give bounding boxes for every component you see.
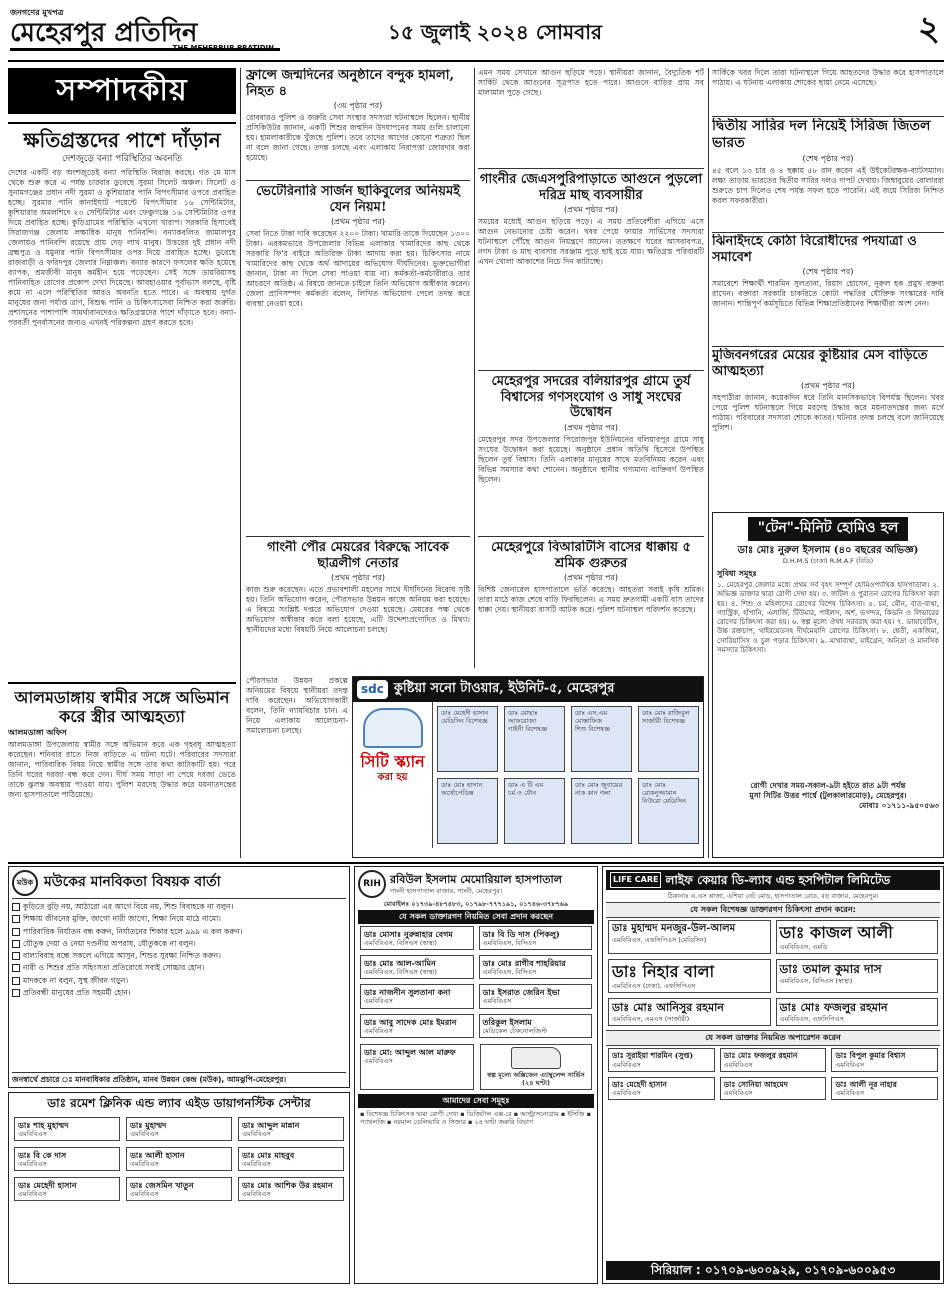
doctor-card: ডাঃ মেহেদী হাসান এমবিবিএস	[14, 1177, 120, 1201]
editorial-title: ক্ষতিগ্রস্তদের পাশে দাঁড়ান	[8, 122, 236, 152]
doctor-card: ডাঃ কাজল আলী এমবিবিএস, এমডি	[776, 920, 939, 954]
story-continued: (প্রথম পৃষ্ঠার পর)	[330, 217, 386, 227]
lifecare-logo: LIFE CARE	[610, 872, 661, 888]
rabiul-logo: RIH	[358, 870, 386, 898]
homeo-ad	[712, 512, 944, 858]
list-item: যৌতুক দেয়া ও নেয়া দণ্ডনীয় অপরাধ, যৌতুককে না বলুন।	[12, 939, 346, 949]
homeo-title: "টেন"-মিনিট হোমিও হল	[748, 517, 909, 541]
story-india-series	[712, 118, 944, 230]
rabiul-phone: মোবাইলঃ ০১৭৩৯-৪৮৭৪৮৩, ০১৭৯৮-৭৭৭১৯১, ০১৭৪৬-৩৭৮৭৬৯	[383, 900, 569, 908]
story-continued: (শেষ পৃষ্ঠার পর)	[802, 153, 854, 163]
story-headline: ফ্রান্সে জন্মদিনের অনুষ্ঠানে বন্দুক হামলা, নিহত ৪	[246, 68, 455, 99]
doctor-card: ডাঃ এ টি এম চর্ম ও যৌন	[504, 778, 565, 844]
sono-title: কুষ্টিয়া সনো টাওয়ার, ইউনিট-৫, মেহেরপুর	[393, 681, 615, 697]
homeo-facilities: ১. মেহেরপুর জেলার মধ্যে প্রথম সর্ব বৃহৎ সম্পূর্ণ হোমিওপ্যাথিক হাসপাতাল। ২. অভিজ্ঞ ডাক্তার দ্বারা রোগী দেখা হয়। ৩. জটিল ও পুরাতন রোগের চিকিৎসা করা হয়। ৪. শিশু ও মহিলাদের রোগের বিশেষ চিকিৎসা। ৫. চর্ম, যৌন, বাত-ব্যথা, গ্যাস্ট্রিক, হাঁপানি, এলার্জি, টিউমার, পাইলস, অর্শ, ভগন্দর, কিডনি ও লিভারের রোগের চিকিৎসা করা হয়। ৬. স্বল্প মূল্যে ঔষধ সরবরাহ করা হয়। ৭. ডায়াবেটিস, উচ্চ রক্তচাপ, থাইরয়েডসহ দীর্ঘমেয়াদি রোগের চিকিৎসা। ৮. শ্বেতী, একজিমা, সোরিয়াসিস ও চুল পড়ার চিকিৎসা। ৯. মাথাব্যথা, মাইগ্রেন, অনিদ্রা ও মানসিক সমস্যার চিকিৎসা।	[717, 581, 939, 654]
doctor-card: ডাঃ মোঃ মাহবুব এমবিবিএস	[238, 1147, 344, 1171]
editorial-banner: সম্পাদকীয়	[8, 68, 236, 114]
sono-tower-ad	[352, 676, 704, 858]
doctor-card: ডাঃ মোঃ ফজলুর রহমান এমবিবিএস	[720, 1048, 827, 1072]
list-item: প্রতিবন্ধী মানুষের প্রতি সহমর্মী হোন।	[12, 988, 346, 998]
story-continued: (প্রথম পৃষ্ঠার পর)	[563, 573, 619, 583]
doctor-card: ডাঃ আলী হাসান এমবিবিএস	[126, 1147, 232, 1171]
doctor-card: ডাঃ বিপুল কুমার বিশ্বাস এমবিবিএস	[831, 1048, 938, 1072]
story-baliarpur	[478, 374, 704, 534]
story-fire	[478, 68, 704, 368]
story-headline: দ্বিতীয় সারির দল নিয়েই সিরিজ জিতল ভারত	[712, 118, 931, 151]
doctor-card: ডাঃ আব্দুল মান্নান এমবিবিএস	[238, 1117, 344, 1141]
checkbox-icon	[12, 977, 20, 985]
homeo-hours: রোগী দেখার সময়-সকাল-৯টা হইতে রাত ৯টা পর্যন্ত	[750, 781, 906, 791]
story-body: বিশিষ্ট জেনারেল হাসপাতালে ভর্তি করেছে। আহতরা সবাই কৃষি শ্রমিক। তারা মাঠে কাজ শেষে বাড়ি ফিরছিলেন। এ সময় দ্রুতগামী একটি বাস তাদের ধাক্কা দেয়। স্থানীয়রা বাসটি আটক করে। পুলিশ ঘটনাস্থল পরিদর্শন করেছে।	[478, 585, 704, 615]
story-body: সহপাঠীরা জানান, কয়েকদিন ধরে তিনি মানসিকভাবে বিপর্যস্ত ছিলেন। খবর পেয়ে পুলিশ ঘটনাস্থলে গিয়ে মরদেহ উদ্ধার করে ময়নাতদন্তের জন্য মর্গে পাঠায়। পরিবারের সদস্যরা শোকে কাতর। ঘটনার তদন্ত চলছে বলে জানিয়েছে পুলিশ।	[712, 393, 944, 433]
city-scan-label: সিটি স্ক্যান	[360, 752, 425, 771]
story-headline: গাংনী পৌর মেয়রের বিরুদ্ধে সাবেক ছাত্রলীগ নেতার	[267, 540, 449, 571]
page-number: ২	[917, 9, 940, 49]
story-alamdanga	[8, 682, 236, 858]
checkbox-icon	[12, 964, 20, 972]
story-quota-rally	[712, 234, 944, 344]
story-veterinary	[246, 184, 470, 534]
doctor-card: ডাঃ মোঃ হাসান অর্থোপেডিক্স	[437, 778, 498, 844]
ambulance-text: স্বল্প মূল্যে অক্সিজেন এ্যাম্বুলেন্স সার্ভিস (২৪ ঘণ্টা)	[487, 1070, 585, 1087]
doctor-card: ডাঃ ইসরাত জেরিন ইভা এমবিবিএস	[479, 984, 593, 1008]
rabiul-title: রবিউল ইসলাম মেমোরিয়াল হাসপাতাল	[390, 873, 562, 887]
lifecare-address: ঠিকানাঃ এ.এস প্লাজা, এশিয়া নেট মোড়, হাসপাতাল রোড, বড় বাজার, মেহেরপুর।	[667, 892, 879, 900]
doctor-card: ডাঃ মোঃ রোকনুজ্জামান নিউরো মেডিসিন	[638, 778, 699, 844]
doctor-card: ডাঃ নিহার বালা এমবিবিএস (ঢাকা), এফসিপিএস	[608, 959, 771, 993]
homeo-phone: মোবাঃ ০১৭১১-৯৫০৫৬৩	[858, 801, 939, 811]
homeo-facilities-title: সুবিধা সমূহঃ	[717, 569, 757, 579]
story-continued: (প্রথম পৃষ্ঠার পর)	[563, 422, 619, 432]
list-item: শিক্ষায় জীবনের মুক্তি, জাগো নারী জাগো, শিক্ষা নিয়ে মাঠে নামো।	[12, 914, 346, 924]
story-continued: (প্রথম পৃষ্ঠার পর)	[800, 381, 856, 391]
doctor-card: ডাঃ এস.এম মোস্তাফিজ শিশু বিশেষজ্ঞ	[571, 706, 632, 772]
issue-date: ১৫ জুলাই ২০২৪ সোমবার	[388, 20, 602, 44]
checkbox-icon	[12, 952, 20, 960]
doctor-card: তরিকুল ইসলাম মেডিকেল টেকনোলজিস্ট	[479, 1014, 593, 1038]
ambulance-icon	[511, 1047, 561, 1069]
newspaper-name-en: THE MEHERPUR PRATIDIN	[172, 44, 274, 52]
story-france	[246, 68, 470, 178]
story-headline: গাংনীর জেএসপুরিপাড়াতে আগুনে পুড়লো দরিদ্র মাছ ব্যবসায়ীর	[478, 168, 704, 203]
checkbox-icon	[12, 915, 20, 923]
human-rights-ad	[8, 866, 350, 1088]
story-headline: মেহেরপুরে বিআরটিসি বাসের ধাক্কায় ৫ শ্রমিক গুরুতর	[491, 540, 691, 571]
doctor-card: ডাঃ মেহেদী হাসান এমবিবিএস	[608, 1077, 715, 1101]
editorial-subtitle: দেশজুড়ে বন্যা পরিস্থিতির অবনতি	[62, 153, 182, 164]
story-byline: আলমডাঙ্গা অফিস	[8, 728, 67, 738]
doctor-card: ডাঃ আলী নূর নাহার এমবিবিএস	[831, 1077, 938, 1101]
lifecare-section: যে সকল বিশেষজ্ঞ ডাক্তারগণ চিকিৎসা প্রদান করেন:	[606, 902, 940, 918]
doctor-card: ডাঃ মুহাম্মদ মনজুর-উল-আলম এমবিবিএস, এফসিপিএস (মেডিসিন)	[608, 920, 771, 954]
rabiul-subtitle: গাংনী হাসপাতাল বাজার, গাংনী, মেহেরপুর।	[390, 886, 503, 895]
doctor-card: ডাঃ নাজনীন সুলতানা কনা এমবিবিএস	[360, 984, 474, 1008]
doctor-card: ডাঃ মোসাঃ নুরুন্নাহার বেগম এমবিবিএস, বিসিএস (স্বাস্থ্য)	[360, 926, 474, 950]
human-rights-footer: জনস্বার্থে প্রচারে ঃ মানবাধিকার প্রতিষ্ঠান, মানব উন্নয়ন কেন্দ্র (মউক), আমঝুপি-মেহেরপুর।	[12, 1072, 346, 1084]
story-continued: (প্রথম পৃষ্ঠার পর)	[330, 573, 386, 583]
ambulance-box	[480, 1044, 592, 1090]
doctor-card: ডাঃ সুরাইয়া শারমিন (সুপ্ত) এমবিবিএস	[608, 1048, 715, 1072]
masthead	[8, 6, 944, 62]
story-body: ৪৫ বলে ১৩ চার ও ৪ ছক্কায় ৫৮ রান করেন এই উইকেটরক্ষক-ব্যাটসম্যান। লক্ষ্য তাড়ায় ভারতের দ্বিতীয় সারির দলও দাপট দেখায়। জিম্বাবুয়ের বোলাররা শুরুতে চাপ দিলেও শেষ পর্যন্ত সফল হতে পারেনি। এই জয়ে সিরিজ নিশ্চিত করল সফরকারীরা।	[712, 165, 944, 205]
masthead-slogan: জনগণের মুখপত্র	[10, 8, 64, 17]
doctor-card: ডাঃ মোঃ রাগীব শাহরিয়ার এমবিবিএস, বিসিএস	[479, 955, 593, 979]
lifecare-ad	[602, 866, 944, 1284]
doctor-card: ডাঃ সোনিয়া আহমেদ এমবিবিএস	[720, 1077, 827, 1101]
homeo-doctor: ডাঃ মোঃ নুরুল ইসলাম (৪০ বছরের অভিজ্ঞ)	[737, 544, 919, 556]
story-headline: মেহেরপুর সদরের বলিয়ারপুর গ্রামে তুর্য বিশ্বাসের গণসংযোগ ও সাধু সংঘের উদ্বোধন	[491, 374, 691, 421]
list-item: নারী ও শিশুর প্রতি সহিংসতা প্রতিরোধে সবাই সোচ্চার হোন।	[12, 963, 346, 973]
doctor-card: ডাঃ মোঃ আনিসুর রহমান এমবিবিএস, এমএস (সার্জারী)	[608, 998, 771, 1026]
doctor-card: ডাঃ মোঃ আল-আমিন এমবিবিএস, বিসিএস (স্বাস্থ্য)	[360, 955, 474, 979]
checkbox-icon	[12, 940, 20, 948]
list-item: পারিবারিক নির্যাতন বন্ধ করুন, নির্যাতনের শিকার হলে ৯৯৯ এ কল করুন।	[12, 927, 346, 937]
rabiul-services-title: আমাদের সেবা সমূহঃ	[358, 1094, 594, 1108]
ramesh-title: ডাঃ রমেশ ক্লিনিক এন্ড ল্যাব এইড ডায়াগনস্টিক সেন্টার	[47, 1096, 311, 1110]
checkbox-icon	[12, 989, 20, 997]
doctor-card: ডাঃ তমাল কুমার দাস এমবিবিএস, বিসিএস (স্বাস্থ্য)	[776, 959, 939, 993]
homeo-address: মুসা সিটির উত্তর পার্শ্বে (টুলকালারমোড়), মেহেরপুর।	[749, 791, 907, 801]
newspaper-brand	[10, 8, 280, 51]
lifecare-title: লাইফ কেয়ার ডি-ল্যাব এন্ড হসপিটাল লিমিটেড	[665, 872, 891, 887]
doctor-card: ডাঃ মোছাঃ আফরোজা গাইনী বিশেষজ্ঞ	[504, 706, 565, 772]
doctor-card: ডাঃ মোঃ রাজিবুল সার্জারী বিশেষজ্ঞ	[638, 706, 699, 772]
doctor-card: ডাঃ মুহাম্মদ এমবিবিএস	[126, 1117, 232, 1141]
story-body: কাজ শুরু করেছেন। এতে প্রভাবশালী মহলের সাথে দীর্ঘদিনের বিরোধ সৃষ্টি হয়। তিনি অভিযোগ করেন, পৌরসভার উন্নয়ন কাজে অনিয়ম করা হয়েছে। এ বিষয়ে সংশ্লিষ্ট দপ্তরে অভিযোগ দেওয়া হয়েছে। মেয়রের পক্ষ থেকে অভিযোগ অস্বীকার করে বলা হয়েছে, এটি উদ্দেশ্যপ্রণোদিত ও মিথ্যা। স্থানীয়দের মধ্যে বিষয়টি নিয়ে আলোচনা চলছে।	[246, 585, 470, 635]
doctor-card: ডাঃ বি ডি দাস (পিকলু) এমবিবিএস, বিসিএস	[479, 926, 593, 950]
lifecare-section2: যে সকল ডাক্তার নিয়মিত অপারেশন করেন	[606, 1030, 940, 1046]
doctor-card: ডাঃ বি কে দাস এমবিবিএস	[14, 1147, 120, 1171]
list-item: বাল্যবিবাহ বন্ধে সকলে এগিয়ে আসুন, শিশুর সুরক্ষা নিশ্চিত করুন।	[12, 951, 346, 961]
story-mujibnagar	[712, 348, 944, 508]
doctor-card: ডাঃ আবু সাদেক মোঃ ইমরান এমবিবিএস	[360, 1014, 474, 1038]
story-continued: (প্রথম পৃষ্ঠার পর)	[563, 205, 619, 215]
human-rights-points	[12, 902, 346, 998]
checkbox-icon	[12, 928, 20, 936]
editorial-column	[8, 68, 236, 678]
story-headline: ভেটেরিনারি সার্জন ছাকিবুলের অনিয়মই যেন নিয়ম!	[256, 184, 460, 215]
story-body: সময়ের মধ্যেই আগুন ছড়িয়ে পড়ে। এ সময় প্রতিবেশীরা এগিয়ে এসে আগুন নেভানোর চেষ্টা করেন। খবর পেয়ে ফায়ার সার্ভিসের সদস্যরা ঘটনাস্থলে পৌঁছে আগুন নিয়ন্ত্রণে আনেন। ততক্ষণে ঘরের আসবাবপত্র, নগদ টাকা ও মাছ ব্যবসার সরঞ্জাম পুড়ে ছাই হয়ে যায়। ক্ষতিগ্রস্ত পরিবারটি এখন খোলা আকাশের নিচে দিন কাটাচ্ছে।	[478, 217, 704, 267]
list-item: কুড়িতে বুড়ি নয়, আঠারো এর আগে বিয়ে নয়, শিশু বিবাহকে না বলুন।	[12, 902, 346, 912]
doctor-card: ডাঃ মোঃ ফজলুর রহমান এমবিবিএস, এফসিপিএস	[776, 998, 939, 1026]
story-body: সেবা নিতে টাকা দাবি করেছেন ২২০০ টাকা। খামারি তাকে দিয়েছেন ১৩০০ টাকা। এরকমভাবে উপজেলার বিভিন্ন এলাকার খামারিদের কাছ থেকে সরকারি ফি'র বাইরে অতিরিক্ত টাকা আদায় করা হয়। চিকিৎসার নামে খামারিদের কাছ থেকে অর্থ আদায়ের অভিযোগ দীর্ঘদিনের। ভুক্তভোগীরা জানান, টাকা না দিলে সেবা পাওয়া যায় না। কর্মকর্তা-কর্মচারীরাও তার আচরণে অতিষ্ঠ। এ বিষয়ে জানতে চাইলে তিনি অভিযোগ অস্বীকার করেন। জেলা প্রাণিসম্পদ কর্মকর্তা বলেন, লিখিত অভিযোগ পেলে তদন্ত করে ব্যবস্থা নেওয়া হবে।	[246, 229, 470, 309]
story-headline: আলমডাঙ্গায় স্বামীর সঙ্গে অভিমান করে স্ত্রীর আত্মহত্যা	[8, 682, 236, 726]
editorial-body: দেশের একটি বড় অংশজুড়েই বন্যা পরিস্থিতি বিরাজ করছে। গত মে মাস থেকে শুরু করে এ পর্যন্ত চারবার ডুবেছে সুরমা সিলেট অঞ্চল। সিলেট ও সুনামগঞ্জের প্রধান নদী সুরমা ও কুশিয়ারার পানি বিপৎসীমার ওপরে প্রবাহিত হচ্ছে। সুরমার পানি কানাইঘাট পয়েন্টে বিপৎসীমার ১৬ সেন্টিমিটার, কুশিয়ারার অমলশিদে ২৩ সেন্টিমিটার এবং ফেঞ্চুগঞ্জে ১৬ সেন্টিমিটার ওপর দিয়ে প্রবাহিত হচ্ছে। কুড়িগ্রামের পরিস্থিতি এখনো খারাপ। সরকারি হিসাবেই সিরাজগঞ্জ জেলায় লক্ষাধিক মানুষ পানিবন্দি। বন্যাকবলিত জামালপুর জেলায়ও পানিবন্দি রয়েছে প্রায় দেড় লাখ মানুষ। উত্তরের দুই প্রধান নদী ব্রহ্মপুত্র ও যমুনার পানি বিপৎসীমার ওপর দিয়ে প্রবাহিত হচ্ছে। ডুবেছে রাজবাড়ী ও ফরিদপুর জেলার নিম্নাঞ্চল। বন্যার কারণে ফসলের ক্ষতি হয়েছে ব্যাপক, শ্রমজীবী মানুষ কর্মহীন হয়ে পড়েছেন। সেই সঙ্গে ডায়রিয়াসহ পানিবাহিত রোগের প্রকোপ দেখা দিয়েছে। আবহাওয়ার পূর্বাভাস বলছে, বৃষ্টি কমে না এলে পরিস্থিতির আরও অবনতি হতে পারে। এ অবস্থায় দুর্গত মানুষের জন্য পর্যাপ্ত ত্রাণ, বিশুদ্ধ পানি ও চিকিৎসাসেবা নিশ্চিত করা জরুরি। প্রশাসনের পাশাপাশি সামর্থ্যবানদেরও ক্ষতিগ্রস্তদের পাশে দাঁড়াতে হবে। বন্যা-পরবর্তী পুনর্বাসনের জন্যও এখনই পরিকল্পনা গ্রহণ করতে হবে।	[8, 167, 236, 327]
story-gangni-mayor	[246, 540, 470, 670]
doctor-card: ডাঃ মো: আব্দুল আল মারুফ এমবিবিএস	[360, 1044, 474, 1090]
doctor-card: ডাঃ মোঃ আশিক উর রহমান এমবিবিএস	[238, 1177, 344, 1201]
sdc-logo: sdc	[357, 680, 388, 699]
story-body: সমাবেশে শিক্ষার্থী শারমিন সুলতানা, রিয়াদ হোসেন, নূরুল হক প্রমুখ বক্তব্য রাখেন। বক্তারা সরকারি চাকরিতে কোটা পদ্ধতির যৌক্তিক সংস্কারের দাবি জানান। শান্তিপূর্ণ কর্মসূচিতে বিভিন্ন শিক্ষাপ্রতিষ্ঠানের শিক্ষার্থীরা অংশ নেন।	[712, 279, 944, 309]
doctor-card: ডাঃ মেহেদী হাসান মেডিসিন বিশেষজ্ঞ	[437, 706, 498, 772]
doctor-card: ডাঃ জেসমিন খাতুন এমবিবিএস	[126, 1177, 232, 1201]
story-continued: (৩য় পৃষ্ঠার পর)	[333, 101, 383, 111]
story-body: রোববারও পুলিশ ও জরুরি সেবা সংস্থার সদস্যরা ঘটনাস্থলে ছিলেন। ছানীয় প্রসিকিউটর জানান, একটি শিশুর জন্মদিন উদযাপনের সময় গুলি চালানো হয়। হামলাকারীকে খুঁজছে পুলিশ। তবে তাদের আগের কোনো শত্রুতা ছিল না বলে জানা গেছে। তদন্ত চলছে এবং এলাকায় নিরাপত্তা জোরদার করা হয়েছে।	[246, 113, 470, 163]
doctor-card: ডাঃ শাহ মুহাম্মদ এমবিবিএস	[14, 1117, 120, 1141]
story-body: মেহেরপুর সদর উপজেলার পিরোজপুর ইউনিয়নের বলিয়ারপুর গ্রামে সাধু সংঘের উদ্বোধন করা হয়েছে। অনুষ্ঠানে প্রধান অতিথি হিসেবে উপস্থিত ছিলেন তুর্য বিশ্বাস। তিনি এলাকার মানুষের সাথে মতবিনিময় করেন এবং বিভিন্ন সমস্যার কথা শোনেন। অনুষ্ঠানে স্থানীয় গণ্যমান্য ব্যক্তিবর্গ উপস্থিত ছিলেন।	[478, 434, 704, 484]
human-rights-title: মউকের মানবিকতা বিষয়ক বার্তা	[44, 874, 221, 891]
mouk-logo: মউক	[12, 870, 38, 896]
newspaper-name: মেহেরপুর প্রতিদিন	[10, 18, 280, 51]
doctor-card: ডাঃ মোঃ জুবায়ের নাক কান গলা	[571, 778, 632, 844]
rabiul-hospital-ad	[354, 866, 598, 1284]
story-continued: (শেষ পৃষ্ঠার পর)	[802, 267, 854, 277]
city-scan-sub: করা হয়	[377, 772, 408, 783]
list-item: মাদককে না বলুন, সুস্থ জীবন গড়ুন।	[12, 976, 346, 986]
lifecare-serial: সিরিয়াল : ০১৭০৯-৬০০৯২৯, ০১৭০৯-৬০০৯৫৩	[606, 1261, 940, 1280]
ct-scanner-icon	[363, 708, 423, 748]
story-headline: মুজিবনগরের মেয়ের কুষ্টিয়ার মেস বাড়িতে আত্মহত্যা	[712, 348, 928, 379]
rabiul-services: ▪ বিশেষজ্ঞ চিকিৎসক দ্বারা রোগী দেখা ▪ ডিজিটাল এক্স-রে ▪ আল্ট্রাসনোগ্রাম ▪ ইসিজি ▪ প্যাথলজি ▪ নরমাল ডেলিভারি ও সিজার ▪ ২৪ ঘণ্টা জরুরি বিভাগ	[360, 1109, 592, 1126]
checkbox-icon	[12, 903, 20, 911]
story-headline: ঝিনাইদহে কোঠা বিরোধীদের পদযাত্রা ও সমাবেশ	[712, 234, 917, 265]
story-lead-text: এমন সময় সেখানে আগুন ছড়িয়ে পড়ে। স্থানীয়রা জানান, বৈদ্যুতিক শর্ট সার্কিট থেকে আগুনের সূত্রপাত হতে পারে। আগুনে বাড়ির প্রায় সব মালামাল পুড়ে গেছে।	[478, 68, 704, 98]
homeo-qualification: D.H.M.S (ঢাকা) R.M.A.F (বিডি)	[782, 557, 874, 565]
story-brtc-bus	[478, 540, 704, 670]
story-intro-right: সার্কিকে খবর দিলে তারা ঘটনাস্থলে গিয়ে আহতদের উদ্ধার করে হাসপাতালে পাঠায়। এ ঘটনায় এলাকায় শোকের ছায়া নেমে এসেছে।	[712, 68, 944, 88]
story-body: আলমডাঙ্গা উপজেলায় স্বামীর সঙ্গে অভিমান করে এক গৃহবধূ আত্মহত্যা করেছেন। শনিবার রাতে নিজ বাড়িতে এ ঘটনা ঘটে। পরিবারের সদস্যরা জানান, পারিবারিক বিষয় নিয়ে স্বামীর সঙ্গে তার কথা কাটাকাটি হয়। পরে তিনি ঘরের দরজা বন্ধ করে দেন। দীর্ঘ সময় সাড়া না পেয়ে দরজা ভেঙে তাকে ঝুলন্ত অবস্থায় পাওয়া যায়। পুলিশ মরদেহ উদ্ধার করে ময়নাতদন্তের জন্য হাসপাতালে পাঠিয়েছে।	[8, 740, 236, 800]
story-gangni-mayor-cont: পৌরসভার উন্নয়ন প্রকল্পে অনিয়মের বিষয়ে স্থানীয়রা তদন্ত দাবি করেছেন। অভিযোগকারী বলেন, তিনি ন্যায়বিচার চান। এ নিয়ে এলাকায় আলোচনা-সমালোচনা চলছে।	[246, 676, 348, 736]
ramesh-clinic-ad	[8, 1092, 350, 1284]
rabiul-section: যে সকল ডাক্তারগণ নিয়মিত সেবা প্রদান করছেন	[358, 910, 594, 924]
